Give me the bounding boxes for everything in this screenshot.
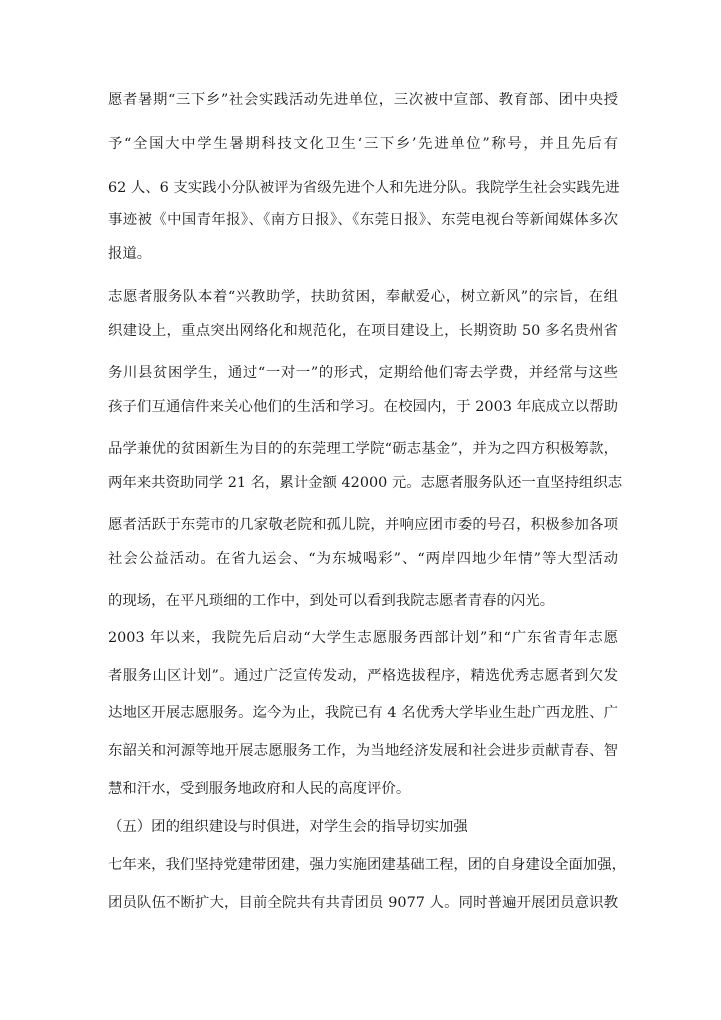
text-line: 62 人、6 支实践小分队被评为省级先进个人和先进分队。我院学生社会实践先进 bbox=[108, 180, 620, 196]
text-line: 愿者活跃于东莞市的几家敬老院和孤儿院，并响应团市委的号召，积极参加各项 bbox=[108, 517, 618, 533]
text-line: 东韶关和河源等地开展志愿服务工作，为当地经济发展和社会进步贡献青春、智 bbox=[108, 743, 618, 759]
text-line: 者服务山区计划”。通过广泛宣传发动，严格选拔程序，精选优秀志愿者到欠发 bbox=[108, 668, 618, 684]
text-line: 孩子们互通信件来关心他们的生活和学习。在校园内，于 2003 年底成立以帮助 bbox=[108, 399, 618, 415]
text-line: 两年来共资助同学 21 名，累计金额 42000 元。志愿者服务队还一直坚持组织志 bbox=[108, 475, 623, 491]
text-line: 织建设上，重点突出网络化和规范化，在项目建设上，长期资助 50 多名贵州省 bbox=[108, 323, 618, 339]
text-line: 报道。 bbox=[108, 246, 152, 262]
text-line: 社会公益活动。在省九运会、“为东城喝彩”、“两岸四地少年情”等大型活动 bbox=[108, 551, 618, 567]
text-line: 慧和汗水，受到服务地政府和人民的高度评价。 bbox=[108, 781, 411, 797]
text-line: 愿者暑期“三下乡”社会实践活动先进单位，三次被中宣部、教育部、团中央授 bbox=[108, 92, 618, 108]
text-line: 2003 年以来，我院先后启动“大学生志愿服务西部计划”和“广东省青年志愿 bbox=[108, 630, 618, 646]
text-line: 七年来，我们坚持党建带团建，强力实施团建基础工程，团的自身建设全面加强， bbox=[108, 857, 627, 873]
text-line: 予“全国大中学生暑期科技文化卫生‘三下乡’先进单位”称号，并且先后有 bbox=[108, 136, 618, 152]
text-line: 团员队伍不断扩大，目前全院共有共青团员 9077 人。同时普遍开展团员意识教 bbox=[108, 895, 618, 911]
text-line: 事迹被《中国青年报》、《南方日报》、《东莞日报》、东莞电视台等新闻媒体多次 bbox=[108, 212, 618, 228]
text-line: 达地区开展志愿服务。迄今为止，我院已有 4 名优秀大学毕业生赴广西龙胜、广 bbox=[108, 705, 618, 721]
text-line: 的现场，在平凡琐细的工作中，到处可以看到我院志愿者青春的闪光。 bbox=[108, 593, 555, 609]
text-line: 志愿者服务队本着“兴教助学，扶助贫困，奉献爱心，树立新风”的宗旨，在组 bbox=[108, 289, 618, 305]
section-heading: （五）团的组织建设与时俱进，对学生会的指导切实加强 bbox=[108, 819, 468, 835]
text-line: 务川县贫困学生，通过“一对一”的形式，定期给他们寄去学费，并经常与这些 bbox=[108, 365, 618, 381]
text-line: 品学兼优的贫困新生为目的的东莞理工学院“砺志基金”，并为之四方积极筹款， bbox=[108, 441, 618, 457]
